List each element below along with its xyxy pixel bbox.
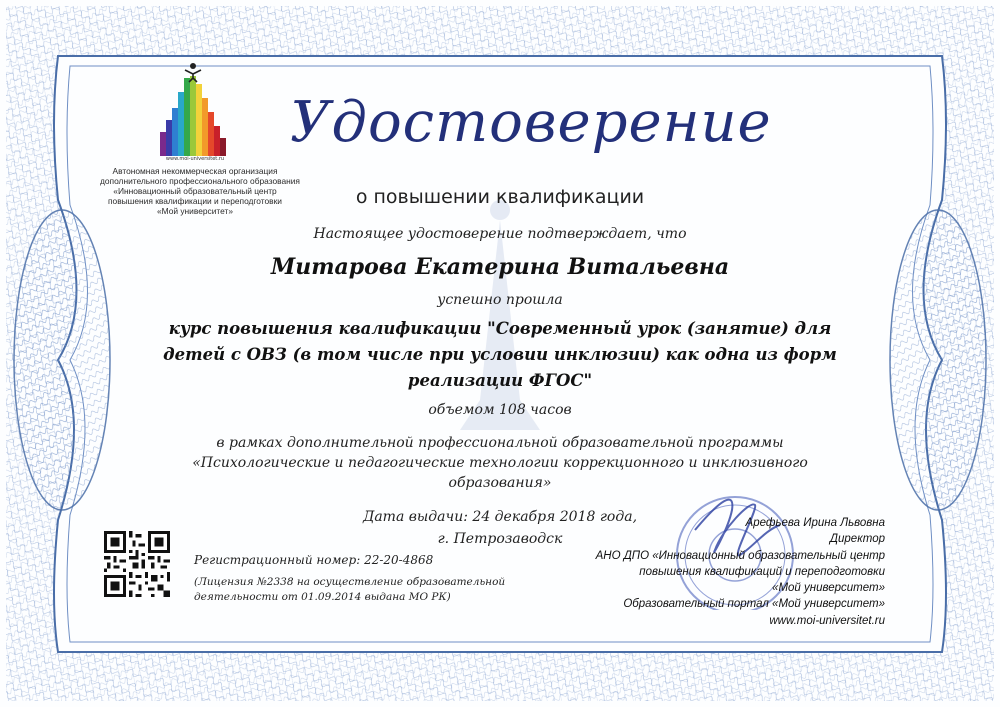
course-title bbox=[160, 316, 840, 394]
signatory-name: Арефьева Ирина Львовна bbox=[745, 517, 885, 529]
signatory-org-line: АНО ДПО «Инновационный образовательный центр bbox=[595, 549, 885, 562]
license-info bbox=[194, 575, 534, 605]
organization-logo bbox=[100, 62, 300, 232]
rainbow-tower-logo-icon bbox=[100, 62, 290, 162]
program-line: «Психологические и педагогические технологии коррекционного и инклюзивного bbox=[192, 455, 808, 471]
program-line: образования» bbox=[448, 475, 552, 491]
signatory-org-line: повышения квалификаций и переподготовки bbox=[639, 565, 885, 578]
organization-line: повышения квалификации и переподготовки bbox=[108, 196, 282, 206]
registration-number: Регистрационный номер: 22-20-4868 bbox=[194, 553, 434, 567]
program-line: в рамках дополнительной профессиональной образовательной программы bbox=[216, 435, 784, 451]
issue-city: г. Петрозаводск bbox=[437, 531, 563, 547]
issue-date: Дата выдачи: 24 декабря 2018 года, bbox=[362, 509, 638, 525]
completed-text: успешно прошла bbox=[437, 292, 563, 308]
organization-line: дополнительного профессионального образования bbox=[100, 176, 300, 186]
certificate-title: Удостоверение bbox=[290, 90, 772, 155]
qr-code-icon bbox=[104, 531, 170, 597]
course-hours: объемом 108 часов bbox=[428, 402, 572, 418]
confirm-text: Настоящее удостоверение подтверждает, что bbox=[313, 226, 687, 242]
organization-line: «Инновационный образовательный центр bbox=[113, 186, 277, 196]
recipient-name: Митарова Екатерина Витальевна bbox=[270, 254, 730, 280]
course-line: курс повышения квалификации "Современный урок (занятие) для bbox=[168, 319, 832, 338]
signatory-org-line: «Мой университет» bbox=[772, 582, 885, 595]
course-line: реализации ФГОС" bbox=[407, 371, 593, 390]
signatory-block bbox=[585, 515, 885, 629]
license-line: (Лицензия №2338 на осуществление образовательной bbox=[194, 576, 506, 588]
portal-url: www.moi-universitet.ru bbox=[769, 614, 885, 627]
license-line: деятельности от 01.09.2014 выдана МО РК) bbox=[194, 591, 451, 603]
logo-url: www.moi-universitet.ru bbox=[165, 156, 225, 162]
organization-line: Автономная некоммерческая организация bbox=[112, 166, 278, 176]
organization-name bbox=[100, 166, 300, 216]
organization-line: «Мой университет» bbox=[156, 206, 234, 216]
signatory-position: Директор bbox=[829, 533, 885, 546]
course-line: детей с ОВЗ (в том числе при условии инклюзии) как одна из форм bbox=[163, 345, 837, 364]
portal-name: Образовательный портал «Мой университет» bbox=[623, 598, 885, 611]
certificate-subtitle: о повышении квалификации bbox=[355, 186, 645, 208]
